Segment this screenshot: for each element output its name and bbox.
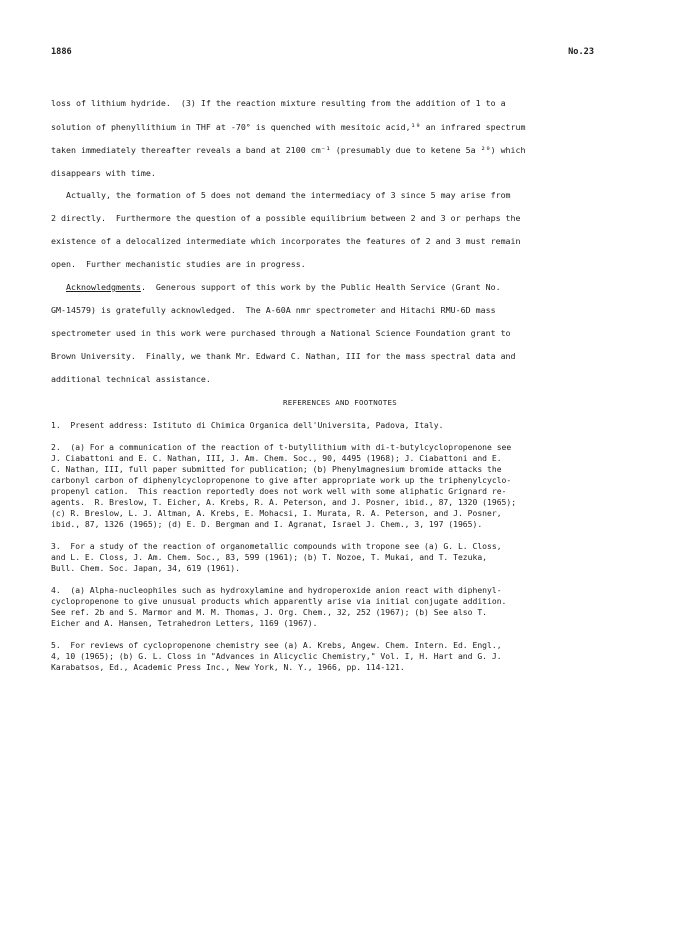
body-line: GM-14579) is gratefully acknowledged. The A-60A nmr spectrometer and Hitachi RMU-6D mass xyxy=(51,305,496,315)
reference-line: (c) R. Breslow, L. J. Altman, A. Krebs, E. Mohacsi, I. Murata, R. A. Peterson, and J. Posner, xyxy=(51,509,502,518)
reference-line: See ref. 2b and S. Marmor and M. M. Thomas, J. Org. Chem., 32, 252 (1967); (b) See also T. xyxy=(51,608,488,617)
reference-line: ibid., 87, 1326 (1965); (d) E. D. Bergman and I. Agranat, Israel J. Chem., 3, 197 (1965). xyxy=(51,520,483,529)
reference-line: 2. (a) For a communication of the reaction of t-butyllithium with di-t-butylcyclopropenone see xyxy=(51,443,512,452)
acknowledgments-heading: Acknowledgments xyxy=(66,282,141,292)
reference-line: 3. For a study of the reaction of organometallic compounds with tropone see (a) G. L. Closs, xyxy=(51,542,502,551)
reference-line: carbonyl carbon of diphenylcyclopropenone to give after appropriate work up the triphenylcyclo- xyxy=(51,476,512,485)
reference-line: 4. (a) Alpha-nucleophiles such as hydroxylamine and hydroperoxide anion react with diphenyl- xyxy=(51,586,502,595)
reference-line: 4, 10 (1965); (b) G. L. Closs in "Advances in Alicyclic Chemistry," Vol. I, H. Hart and G. J. xyxy=(51,652,502,661)
body-line: spectrometer used in this work were purchased through a National Science Foundation grant to xyxy=(51,328,511,338)
reference-line: 1. Present address: Istituto di Chimica Organica dell'Universita, Padova, Italy. xyxy=(51,421,444,430)
body-line: existence of a delocalized intermediate which incorporates the features of 2 and 3 must remain xyxy=(51,236,521,246)
body-line: Actually, the formation of 5 does not demand the intermediacy of 3 since 5 may arise from xyxy=(51,190,511,200)
body-line: Brown University. Finally, we thank Mr. Edward C. Nathan, III for the mass spectral data and xyxy=(51,351,516,361)
reference-line: 5. For reviews of cyclopropenone chemistry see (a) A. Krebs, Angew. Chem. Intern. Ed. Engl., xyxy=(51,641,502,650)
reference-line: cyclopropenone to give unusual products which apparently arise via initial conjugate addition. xyxy=(51,597,507,606)
reference-line: Karabatsos, Ed., Academic Press Inc., New York, N. Y., 1966, pp. 114-121. xyxy=(51,663,405,672)
page-number: 1886 xyxy=(51,47,72,57)
reference-line: Bull. Chem. Soc. Japan, 34, 619 (1961). xyxy=(51,564,240,573)
reference-line: agents. R. Breslow, T. Eicher, A. Krebs, R. A. Peterson, and J. Posner, ibid., 87, 1320 (1965); xyxy=(51,498,517,507)
reference-line: J. Ciabattoni and E. C. Nathan, III, J. Am. Chem. Soc., 90, 4495 (1968); J. Ciabattoni and E. xyxy=(51,454,502,463)
acknowledgments-first-line: Acknowledgments. Generous support of this work by the Public Health Service (Grant No. xyxy=(66,282,501,292)
body-line: additional technical assistance. xyxy=(51,374,211,384)
reference-line: C. Nathan, III, full paper submitted for publication; (b) Phenylmagnesium bromide attacks the xyxy=(51,465,502,474)
issue-number: No.23 xyxy=(568,47,594,57)
body-line: 2 directly. Furthermore the question of a possible equilibrium between 2 and 3 or perhaps the xyxy=(51,213,521,223)
reference-line: and L. E. Closs, J. Am. Chem. Soc., 83, 599 (1961); (b) T. Nozoe, T. Mukai, and T. Tezuka, xyxy=(51,553,488,562)
body-line: open. Further mechanistic studies are in progress. xyxy=(51,259,306,269)
body-line: disappears with time. xyxy=(51,168,156,178)
references-title: REFERENCES AND FOOTNOTES xyxy=(283,398,397,407)
body-line: solution of phenyllithium in THF at -70° is quenched with mesitoic acid,¹⁹ an infrared spectrum xyxy=(51,122,526,132)
body-line: loss of lithium hydride. (3) If the reaction mixture resulting from the addition of 1 to a xyxy=(51,98,506,108)
reference-line: Eicher and A. Hansen, Tetrahedron Letters, 1169 (1967). xyxy=(51,619,318,628)
body-line: taken immediately thereafter reveals a band at 2100 cm⁻¹ (presumably due to ketene 5a ²⁰) which xyxy=(51,145,526,155)
reference-line: propenyl cation. This reaction reportedly does not work well with some aliphatic Grignard re- xyxy=(51,487,507,496)
